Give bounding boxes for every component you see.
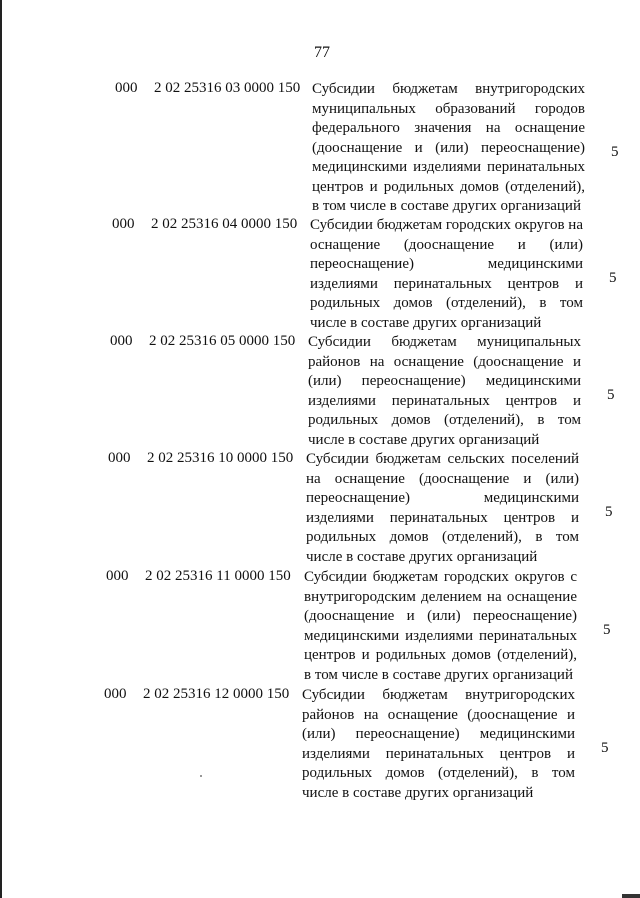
kbk-code: 2 02 25316 12 0000 150 [143,686,290,702]
admin-code: 000 [106,568,129,584]
scan-edge-mark [622,894,640,898]
entry-value: 5 [601,740,609,756]
entry-value: 5 [609,270,617,286]
admin-code: 000 [112,216,135,232]
admin-code: 000 [104,686,127,702]
admin-code: 000 [108,450,131,466]
entry-description: Субсидии бюджетам городских округов с внутригородским делением на оснащение (дооснащение и (или) переоснащение) медицинскими изделиями перинатальных центров и родильных домов (отделений), в том числе в составе других организаций [304,569,577,683]
entry-value: 5 [611,144,619,160]
scan-speck [200,775,202,777]
entry-description: Субсидии бюджетам внутригородских муниципальных образований городов федерального значения на оснащение (дооснащение и (или) переоснащение) медицинскими изделиями перинатальных центров и родильных домов (отделений), в том числе в составе других организаций [312,81,585,214]
entry-description: Субсидии бюджетам внутригородских районов на оснащение (дооснащение и (или) переоснащение) медицинскими изделиями перинатальных центров и родильных домов (отделений), в том числе в составе других организаций [302,687,575,801]
page-number: 77 [314,44,330,61]
admin-code: 000 [115,80,138,96]
kbk-code: 2 02 25316 10 0000 150 [147,450,294,466]
entry-description: Субсидии бюджетам сельских поселений на оснащение (дооснащение и (или) переоснащение) медицинскими изделиями перинатальных центров и родильных домов (отделений), в том числе в составе других организаций [306,451,579,565]
kbk-code: 2 02 25316 04 0000 150 [151,216,298,232]
admin-code: 000 [110,333,133,349]
kbk-code: 2 02 25316 11 0000 150 [145,568,291,584]
kbk-code: 2 02 25316 03 0000 150 [154,80,301,96]
entry-value: 5 [603,622,611,638]
entry-value: 5 [605,504,613,520]
entry-value: 5 [607,387,615,403]
entry-description: Субсидии бюджетам городских округов на оснащение (дооснащение и (или) переоснащение) медицинскими изделиями перинатальных центров и родильных домов (отделений), в том числе в составе других организаций [310,217,583,331]
entry-description: Субсидии бюджетам муниципальных районов на оснащение (дооснащение и (или) переоснащение) медицинскими изделиями перинатальных центров и родильных домов (отделений), в том числе в составе других организаций [308,334,581,448]
kbk-code: 2 02 25316 05 0000 150 [149,333,296,349]
